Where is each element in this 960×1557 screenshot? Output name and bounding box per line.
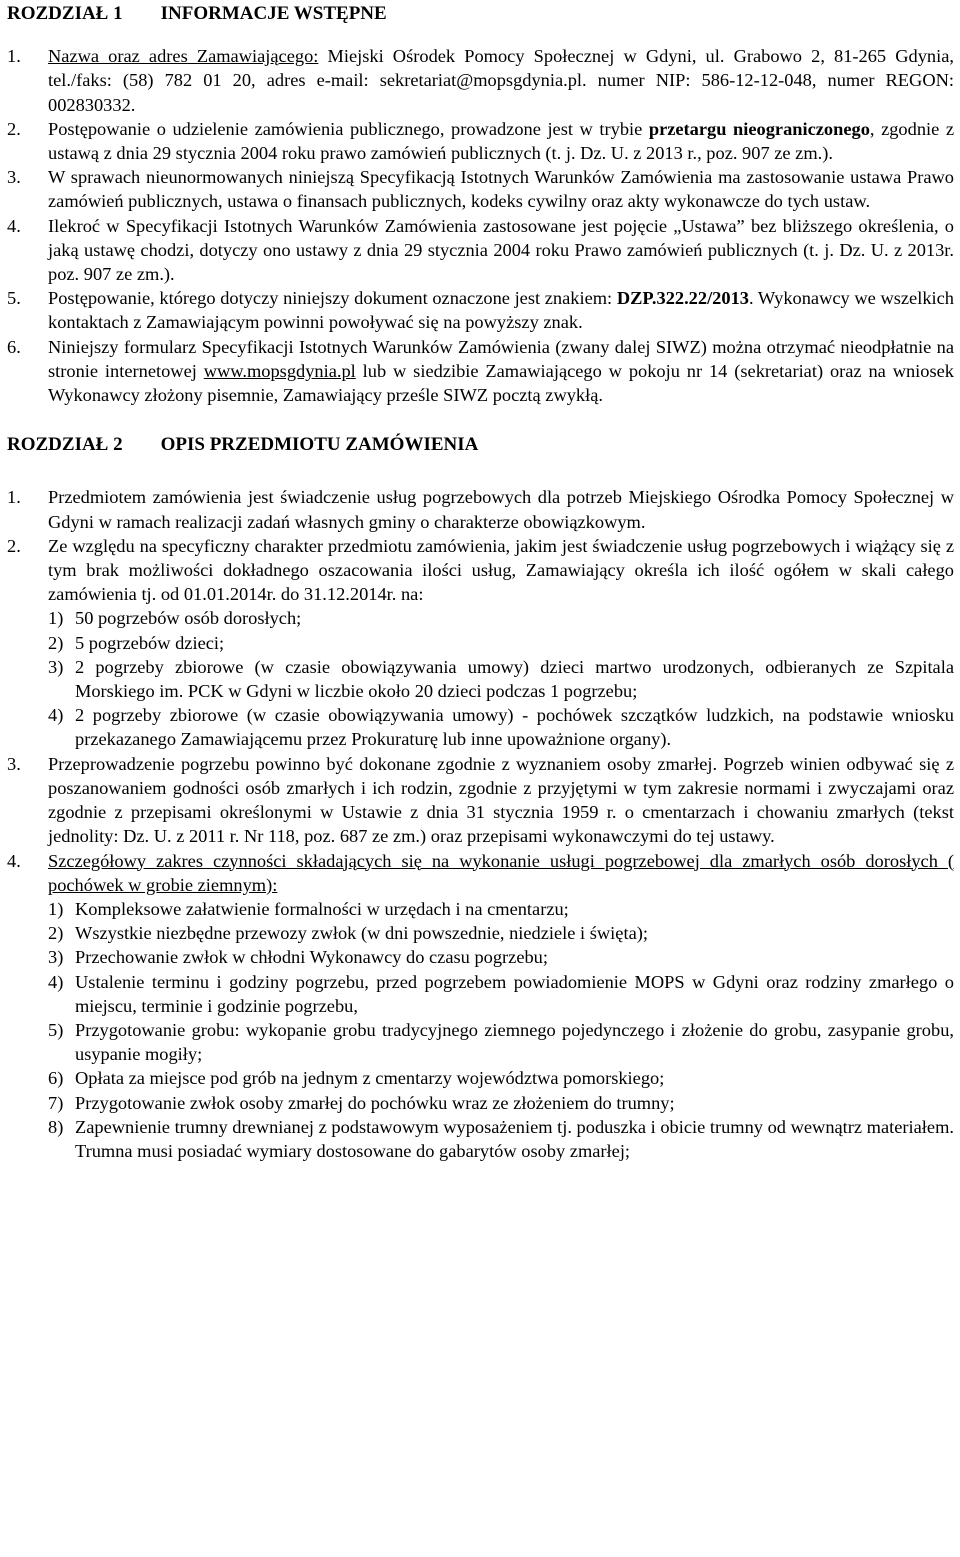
item-text: Niniejszy formularz Specyfikacji Istotnych Warunków Zamówienia (zwany dalej SIWZ) można otrzymać nieodpłatnie na stronie internetowej	[48, 336, 954, 381]
document-page	[0, 2, 960, 1163]
item-number: 2.	[7, 118, 21, 139]
sub-list-item	[7, 970, 954, 1018]
item-bold-text: przetargu nieograniczonego	[648, 118, 870, 139]
item-number: 4.	[7, 215, 21, 236]
item-text: Ze względu na specyficzny charakter przedmiotu zamówienia, jakim jest świadczenie usług pogrzebowych i wiążący się z tym brak możliwości dokładnego oszacowania ilości usług, Zamawiający określa ich ilość ogółem w skali całego zamówienia tj. od 01.01.2014r. do 31.12.2014r. na:	[48, 535, 954, 605]
list-item	[7, 44, 954, 117]
sub-list-item	[7, 655, 954, 703]
sub-item-number: 6)	[48, 1068, 64, 1089]
item-number: 3.	[7, 753, 21, 774]
list-item	[7, 752, 954, 849]
sub-item-number: 3)	[48, 947, 64, 968]
chapter-heading	[7, 433, 954, 457]
item-number: 2.	[7, 535, 21, 556]
sub-item-number: 1)	[48, 608, 64, 629]
sub-item-text: 2 pogrzeby zbiorowe (w czasie obowiązywania umowy) - pochówek szczątków ludzkich, na podstawie wniosku przekazanego Zamawiającemu przez Prokuraturę lub inne upoważnione organy).	[75, 705, 954, 750]
item-number: 1.	[7, 46, 21, 67]
item-text-underlined: Szczegółowy zakres czynności składających się na wykonanie usługi pogrzebowej dla zmarłych osób dorosłych ( pochówek w grobie ziemnym):	[48, 850, 954, 895]
case-number: DZP.322.22/2013	[616, 288, 749, 309]
sub-list-item	[7, 897, 954, 921]
chapter-title: OPIS PRZEDMIOTU ZAMÓWIENIA	[160, 434, 479, 456]
sub-item-text: Wszystkie niezbędne przewozy zwłok (w dni powszednie, niedziele i święta);	[75, 923, 648, 944]
list-item	[7, 286, 954, 334]
sub-item-text: Zapewnienie trumny drewnianej z podstawowym wyposażeniem tj. poduszka i obicie trumny od wewnątrz materiałem. Trumna musi posiadać wymiary dostosowane do gabarytów osoby zmarłej;	[75, 1116, 954, 1161]
sub-item-text: Przygotowanie zwłok osoby zmarłej do pochówku wraz ze złożeniem do trumny;	[75, 1092, 675, 1113]
sub-list-item	[7, 703, 954, 751]
item-text: Ilekroć w Specyfikacji Istotnych Warunków Zamówienia zastosowane jest pojęcie „Ustawa” bez bliższego określenia, o jaką ustawę chodzi, dotyczy ono ustawy z dnia 29 stycznia 2004 roku Prawo zamówień publicznych (t. j. Dz. U. z 2013r. poz. 907 ze zm.).	[48, 215, 954, 285]
list-item	[7, 117, 954, 165]
item-text: Przedmiotem zamówienia jest świadczenie usług pogrzebowych dla potrzeb Miejskiego Ośrodka Pomocy Społecznej w Gdyni w ramach realizacji zadań własnych gminy o charakterze obowiązkowym.	[48, 487, 954, 532]
sub-item-text: 5 pogrzebów dzieci;	[75, 632, 225, 653]
item-text-cont: . Wykonawcy we wszelkich kontaktach z Zamawiającym powinni powoływać się na powyższy znak.	[48, 288, 954, 333]
sub-item-text: 2 pogrzeby zbiorowe (w czasie obowiązywania umowy) dzieci martwo urodzonych, odbieranych ze Szpitala Morskiego im. PCK w Gdyni w liczbie około 20 dzieci podczas 1 pogrzebu;	[75, 656, 954, 702]
sub-item-number: 5)	[48, 1019, 64, 1040]
sub-item-number: 4)	[48, 705, 64, 726]
sub-list-item	[7, 945, 954, 969]
list-item	[7, 485, 954, 533]
chapter-label: ROZDZIAŁ 1	[7, 3, 123, 24]
sub-item-text: Ustalenie terminu i godziny pogrzebu, przed pogrzebem powiadomienie MOPS w Gdyni oraz rodziny zmarłego o miejscu, terminie i godzinie pogrzebu,	[75, 971, 954, 1016]
sub-item-text: Opłata za miejsce pod grób na jednym z cmentarzy województwa pomorskiego;	[75, 1068, 665, 1089]
sub-item-number: 1)	[48, 898, 64, 919]
sub-list-item	[7, 1018, 954, 1066]
sub-item-number: 2)	[48, 632, 64, 653]
chapter-heading	[7, 2, 954, 26]
sub-item-text: Przechowanie zwłok w chłodni Wykonawcy do czasu pogrzebu;	[75, 947, 548, 968]
item-number: 1.	[7, 487, 21, 508]
item-text-cont: , zgodnie z ustawą z dnia 29 stycznia 2004 roku prawo zamówień publicznych (t. j. Dz. U. z 2013 r., poz. 907 ze zm.).	[48, 118, 955, 164]
list-item	[7, 849, 954, 897]
list-item	[7, 534, 954, 607]
sub-item-number: 3)	[48, 656, 64, 677]
chapter-label: ROZDZIAŁ 2	[7, 434, 123, 456]
sub-item-number: 8)	[48, 1116, 64, 1137]
chapter-title: INFORMACJE WSTĘPNE	[160, 3, 387, 24]
item-text: Miejski Ośrodek Pomocy Społecznej w Gdyni, ul. Grabowo 2, 81-265 Gdynia, tel./faks: (58) 782 01 20, adres e-mail: sekretariat@mopsgdynia.pl. numer NIP: 586-12-12-048, numer REGON: 002830332.	[48, 46, 954, 115]
sub-item-number: 4)	[48, 971, 64, 992]
list-item	[7, 335, 954, 408]
item-number: 3.	[7, 167, 21, 188]
sub-list-item	[7, 921, 954, 945]
list-item	[7, 165, 954, 213]
item-lead-underlined: Nazwa oraz adres Zamawiającego:	[48, 46, 319, 67]
sub-list-item	[7, 1066, 954, 1090]
item-number: 6.	[7, 336, 21, 357]
item-text-cont: lub w siedzibie Zamawiającego w pokoju nr 14 (sekretariat) oraz na wniosek Wykonawcy złożony pisemnie, Zamawiający prześle SIWZ pocztą zwykłą.	[48, 360, 954, 406]
sub-item-number: 7)	[48, 1092, 64, 1113]
item-number: 4.	[7, 850, 21, 871]
sub-item-text: Kompleksowe załatwienie formalności w urzędach i na cmentarzu;	[75, 898, 569, 919]
sub-item-text: 50 pogrzebów osób dorosłych;	[75, 608, 302, 629]
sub-item-number: 2)	[48, 923, 64, 944]
website-link[interactable]: www.mopsgdynia.pl	[203, 360, 356, 381]
item-number: 5.	[7, 288, 21, 309]
item-text: Postępowanie o udzielenie zamówienia publicznego, prowadzone jest w trybie	[48, 118, 649, 139]
sub-list-item	[7, 1091, 954, 1115]
item-text: Przeprowadzenie pogrzebu powinno być dokonane zgodnie z wyznaniem osoby zmarłej. Pogrzeb winien odbywać się z poszanowaniem godności osób zmarłych i ich rodzin, zgodnie z przyjętymi w tym zakresie normami i zwyczajami oraz zgodnie z przepisami określonymi w Ustawie z dnia 31 stycznia 1959 r. o cmentarzach i chowaniu zmarłych (tekst jednolity: Dz. U. z 2011 r. Nr 118, poz. 687 ze zm.) oraz przepisami wykonawczymi do tej ustawy.	[48, 753, 954, 847]
item-text: Postępowanie, którego dotyczy niniejszy dokument oznaczone jest znakiem:	[48, 288, 617, 309]
sub-list-item	[7, 631, 954, 655]
sub-item-text: Przygotowanie grobu: wykopanie grobu tradycyjnego ziemnego pojedynczego i złożenie do grobu, zasypanie grobu, usypanie mogiły;	[75, 1019, 954, 1065]
sub-list-item	[7, 1115, 954, 1163]
list-item	[7, 214, 954, 287]
sub-list-item	[7, 606, 954, 630]
item-text: W sprawach nieunormowanych niniejszą Specyfikacją Istotnych Warunków Zamówienia ma zastosowanie ustawa Prawo zamówień publicznych, ustawa o finansach publicznych, kodeks cywilny oraz akty wykonawcze do tych ustaw.	[48, 167, 954, 212]
